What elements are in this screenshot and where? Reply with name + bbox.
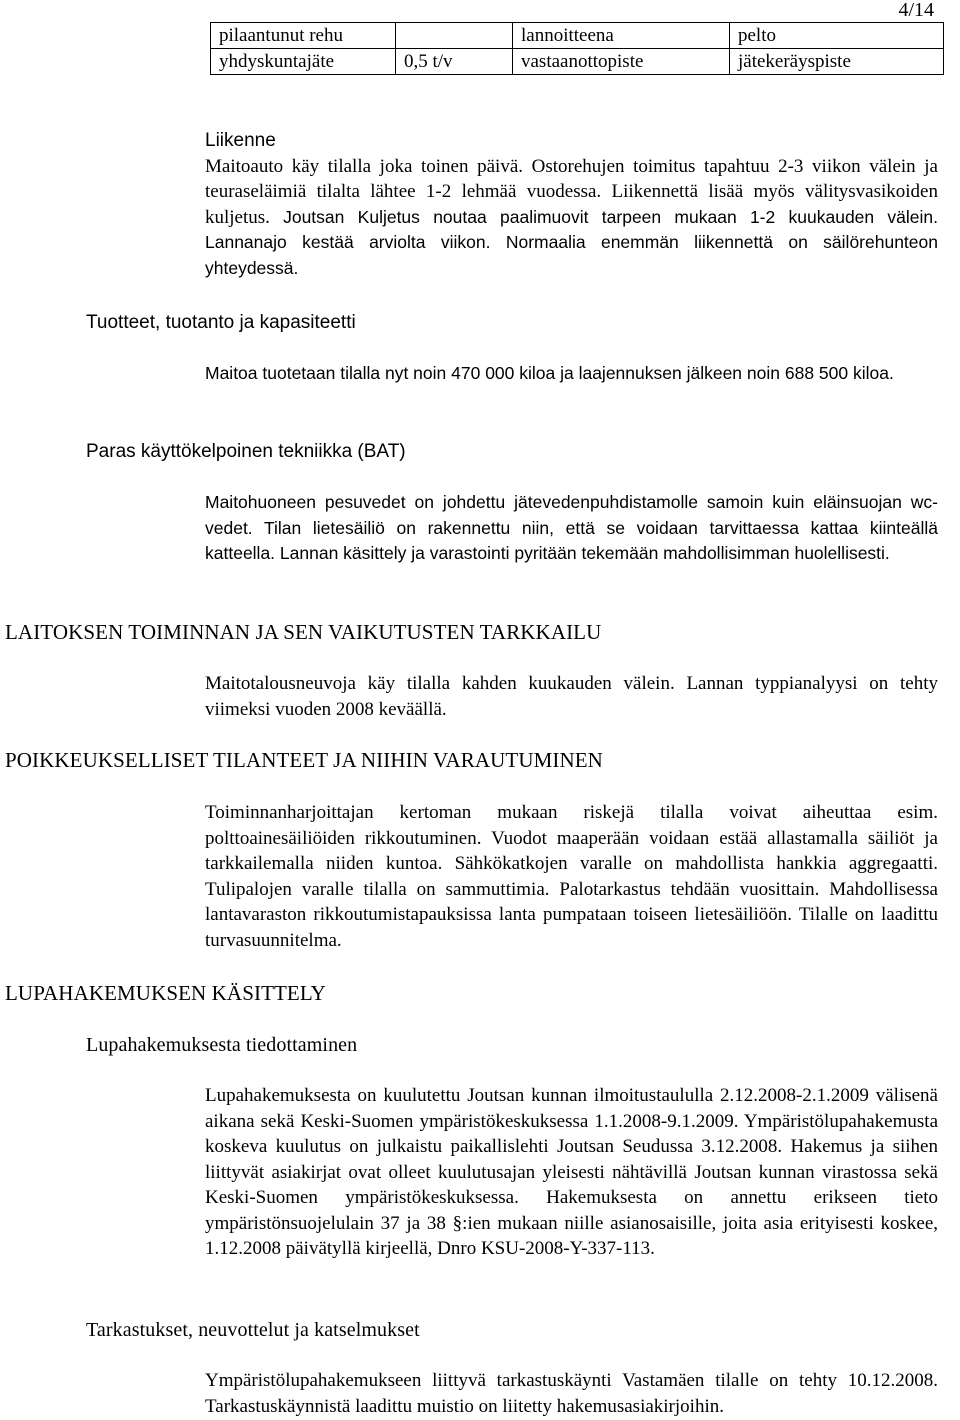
table-cell xyxy=(396,23,513,49)
waste-table xyxy=(210,22,944,75)
exceptional-title: POIKKEUKSELLISET TILANTEET JA NIIHIN VARAUTUMINEN xyxy=(5,748,603,772)
products-text: Maitoa tuotetaan tilalla nyt noin 470 000 kiloa ja laajennuksen jälkeen noin 688 500 kiloa. xyxy=(205,363,894,383)
table-cell: lannoitteena xyxy=(513,23,730,49)
traffic-section xyxy=(205,128,938,281)
table-cell: pelto xyxy=(730,23,944,49)
notification-title: Lupahakemuksesta tiedottaminen xyxy=(86,1034,358,1056)
traffic-text-continued: Joutsan Kuljetus noutaa paalimuovit tarpeen mukaan 1-2 kuukauden välein. Lannanajo kestää arviolta viikon. Normaalia enemmän liikennettä on säilörehunteon yhteydessä. xyxy=(205,206,939,278)
bat-text: Maitohuoneen pesuvedet on johdettu jätevedenpuhdistamolle samoin kuin eläinsuojan wc-vedet. Tilan lietesäiliö on rakennettu niin, että se voidaan tarvittaessa kattaa kiinteällä katteella. Lannan käsittely ja varastointi pyritään tekemään mahdollisimman huolellisesti. xyxy=(205,492,938,563)
table-cell: yhdyskuntajäte xyxy=(211,49,396,75)
table-row xyxy=(211,49,944,75)
inspections-title: Tarkastukset, neuvottelut ja katselmukset xyxy=(86,1319,420,1341)
monitoring-text: Maitotalousneuvoja käy tilalla kahden kuukauden välein. Lannan typpianalyysi on tehty viimeksi vuoden 2008 keväällä. xyxy=(205,673,938,720)
page-number: 4/14 xyxy=(898,0,934,21)
notification-text: Lupahakemuksesta on kuulutettu Joutsan kunnan ilmoitustaululla 2.12.2008-2.1.2009 välisenä aikana sekä Keski-Suomen ympäristökeskuksessa 1.1.2008-9.1.2009. Ympäristölupahakemusta koskeva kuulutus on julkaistu paikallislehti Joutsan Seudussa 3.12.2008. Hakemus ja siihen liittyvät asiakirjat ovat olleet kuulutusajan yleisesti nähtävillä Joutsan kunnan virastossa sekä Keski-Suomen ympäristökeskuksessa. Hakemuksesta on annettu erikseen tieto ympäristönsuojelulain 37 ja 38 §:ien mukaan niille asianosaisille, joita asia erityisesti koskee, 1.12.2008 päivätyllä kirjeellä, Dnro KSU-2008-Y-337-113. xyxy=(205,1085,938,1259)
table-cell: jätekeräyspiste xyxy=(730,49,944,75)
table-cell: pilaantunut rehu xyxy=(211,23,396,49)
traffic-text: Maitoauto käy tilalla joka toinen päivä. Ostorehujen toimitus tapahtuu 2-3 viikon välein ja teuraseläimiä tilalta lähtee 1-2 lehmää vuodessa. Liikennettä lisää myös välitysvasikoiden kuljetus. xyxy=(205,155,938,228)
monitoring-title: LAITOKSEN TOIMINNAN JA SEN VAIKUTUSTEN TARKKAILU xyxy=(5,620,602,644)
exceptional-text: Toiminnanharjoittajan kertoman mukaan riskejä tilalla voivat aiheuttaa esim. polttoainesäiliöiden rikkoutuminen. Vuodot maaperään voidaan estää allastamalla säiliöt ja tarkkailemalla niiden kuntoa. Sähkökatkojen varalle on mahdollista hankkia aggregaatti. Tulipalojen varalle tilalla on sammuttimia. Palotarkastus tehdään vuosittain. Mahdollisessa lantavaraston rikkoutumistapauksissa lanta pumpataan toiseen lietesäiliöön. Tilalle on laadittu turvasuunnitelma. xyxy=(205,802,938,951)
table-cell: vastaanottopiste xyxy=(513,49,730,75)
permit-title: LUPAHAKEMUKSEN KÄSITTELY xyxy=(5,981,326,1005)
inspections-text: Ympäristölupahakemukseen liittyvä tarkastuskäynti Vastamäen tilalle on tehty 10.12.2008. Tarkastuskäynnistä laadittu muistio on liitetty hakemusasiakirjoihin. xyxy=(205,1370,938,1417)
traffic-title: Liikenne xyxy=(205,130,276,151)
products-title: Tuotteet, tuotanto ja kapasiteetti xyxy=(86,312,356,333)
bat-title: Paras käyttökelpoinen tekniikka (BAT) xyxy=(86,441,406,462)
table-cell: 0,5 t/v xyxy=(396,49,513,75)
table-row xyxy=(211,23,944,49)
